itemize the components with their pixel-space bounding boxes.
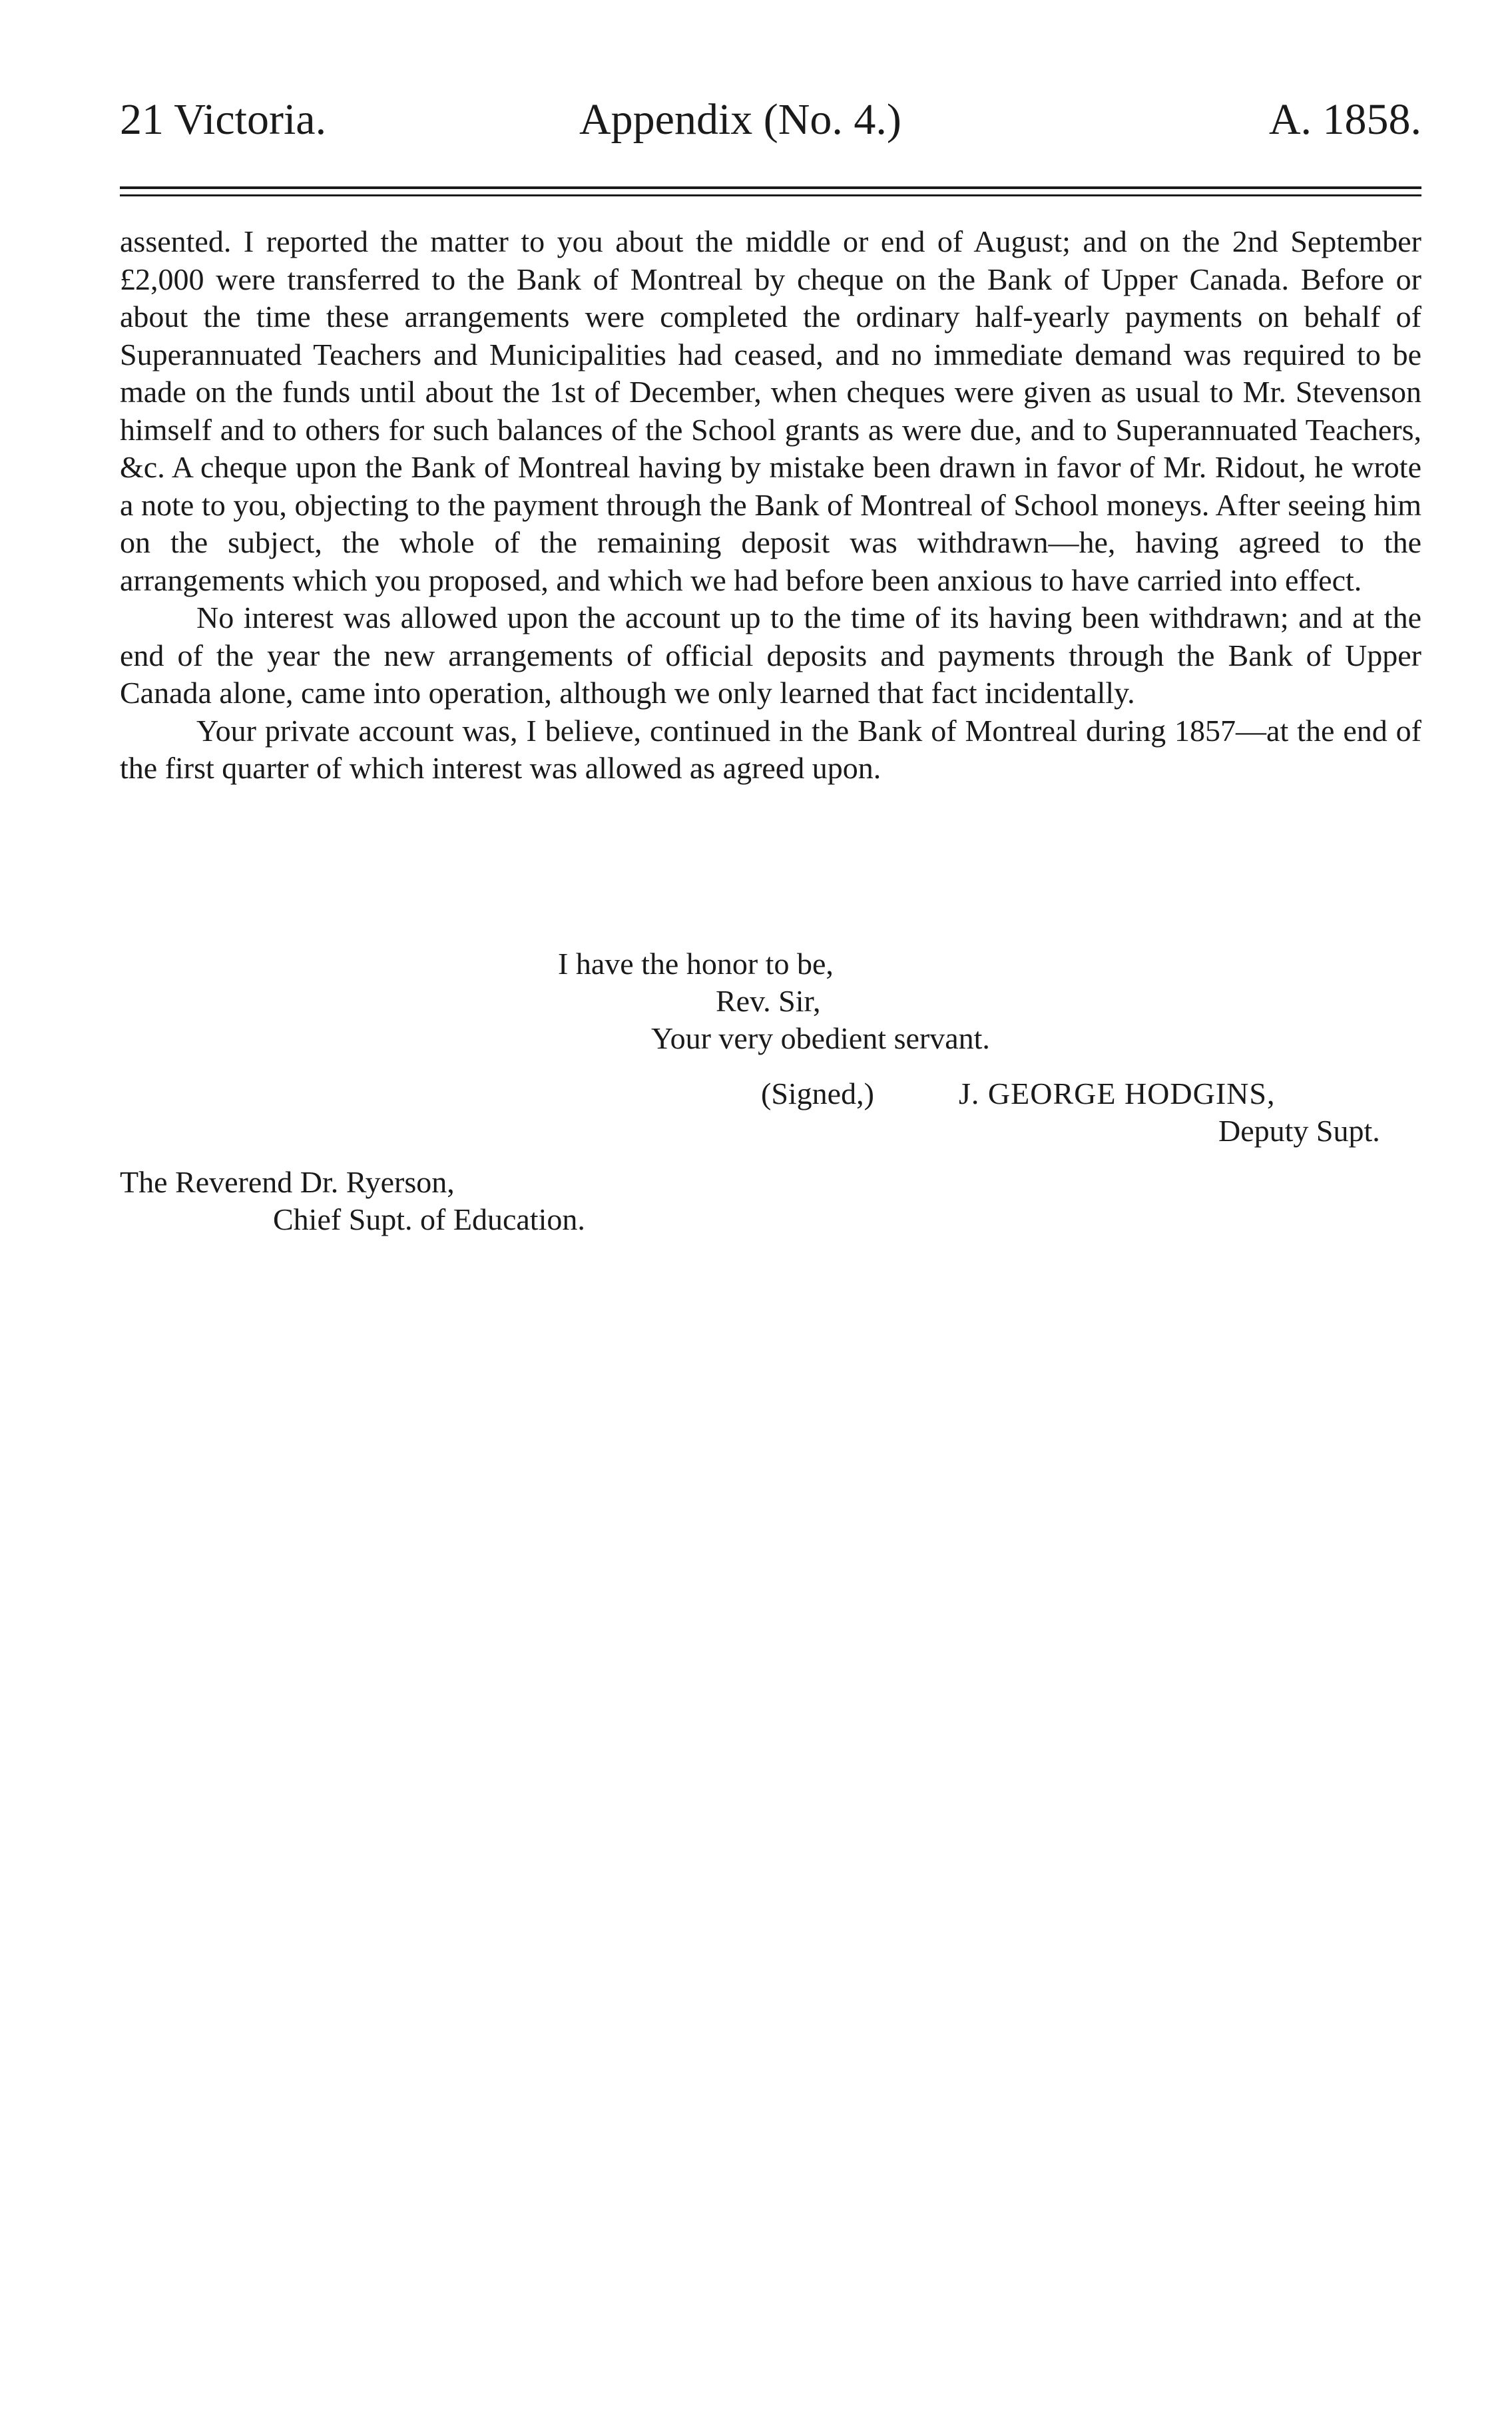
closing-honor: I have the honor to be,	[558, 947, 834, 981]
signatory-name: J. GEORGE HODGINS,	[959, 1077, 1276, 1110]
header-year: A. 1858.	[1268, 95, 1421, 144]
closing-servant: Your very obedient servant.	[651, 1021, 990, 1055]
signed-label: (Signed,)	[761, 1077, 874, 1110]
addressee-title: Chief Supt. of Education.	[273, 1202, 585, 1236]
paragraph-2: No interest was allowed upon the account up to the time of its having been withdrawn; and at the end of the year the new arrangements of official deposits and payments through the Bank of Upper Canada alone, came into operation, although we only learned that fact incidentally.	[120, 601, 1421, 710]
paragraph-1: assented. I reported the matter to you about the middle or end of August; and on the 2nd September £2,000 were transferred to the Bank of Montreal by cheque on the Bank of Upper Canada. Before or about the time these arrangements were completed the ordinary half-yearly payments on behalf of Superannuated Teachers and Municipalities had ceased, and no immediate demand was required to be made on the funds until about the 1st of December, when cheques were given as usual to Mr. Stevenson himself and to others for such balances of the School grants as were due, and to Superannuated Teachers, &c. A cheque upon the Bank of Montreal having by mistake been drawn in favor of Mr. Ridout, he wrote a note to you, objecting to the payment through the Bank of Montreal of School moneys. After seeing him on the subject, the whole of the remaining deposit was withdrawn—he, having agreed to the arrangements which you proposed, and which we had before been anxious to have carried into effect.	[120, 224, 1421, 597]
addressee-name: The Reverend Dr. Ryerson,	[120, 1165, 455, 1199]
header-rule-bottom	[120, 194, 1421, 196]
signatory-title: Deputy Supt.	[1218, 1114, 1380, 1148]
header-rule-top	[120, 186, 1421, 189]
letter-body	[120, 223, 1421, 788]
header-appendix: Appendix (No. 4.)	[579, 95, 901, 144]
header-session: 21 Victoria.	[120, 95, 327, 144]
page-header	[120, 87, 1421, 153]
paragraph-3: Your private account was, I believe, continued in the Bank of Montreal during 1857—at the end of the first quarter of which interest was allowed as agreed upon.	[120, 713, 1421, 785]
closing-salutation: Rev. Sir,	[716, 984, 821, 1018]
